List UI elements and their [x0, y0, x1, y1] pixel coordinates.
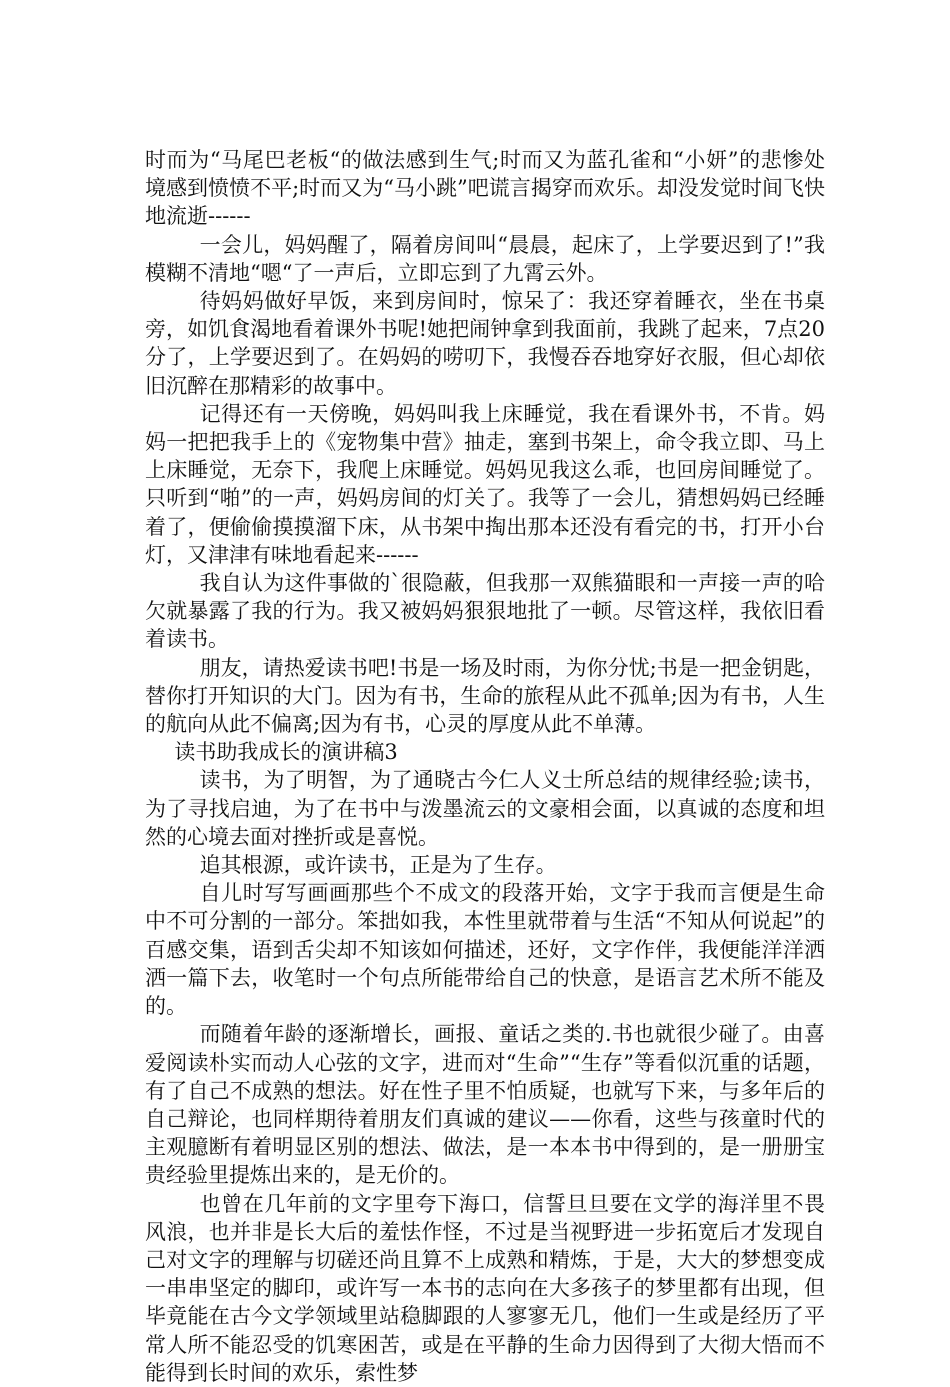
paragraph-1: 时而为“马尾巴老板“的做法感到生气;时而又为蓝孔雀和“小妍”的悲惨处境感到愤愤不平;时而又为“马小跳”吧谎言揭穿而欢乐。却没发觉时间飞快地流逝------: [145, 148, 825, 229]
paragraph-6: 朋友，请热爱读书吧!书是一场及时雨，为你分忧;书是一把金钥匙，替你打开知识的大门。因为有书，生命的旅程从此不孤单;因为有书，人生的航向从此不偏离;因为有书，心灵的厚度从此不单薄。: [145, 655, 825, 737]
paragraph-2: 一会儿，妈妈醒了，隔着房间叫“晨晨，起床了，上学要迟到了!”我模糊不清地“嗯“了一声后，立即忘到了九霄云外。: [145, 232, 825, 285]
section-heading: 读书助我成长的演讲稿3: [174, 740, 398, 765]
document-page: [145, 146, 825, 1387]
paragraph-8: 追其根源，或许读书，正是为了生存。: [199, 853, 557, 878]
paragraph-10: 而随着年龄的逐渐增长，画报、童话之类的.书也就很少碰了。由喜爱阅读朴实而动人心弦的文字，进而对“生命”“生存”等看似沉重的话题，有了自己不成熟的想法。好在性子里不怕质疑，也就写下来，与多年后的自己辩论，也同样期待着朋友们真诚的建议——你看，这些与孩童时代的主观臆断有着明显区别的想法、做法，是一本本书中得到的，是一册册宝贵经验里提炼出来的，是无价的。: [145, 1022, 825, 1188]
paragraph-4: 记得还有一天傍晚，妈妈叫我上床睡觉，我在看课外书，不肯。妈妈一把把我手上的《宠物集中营》抽走，塞到书架上，命令我立即、马上上床睡觉，无奈下，我爬上床睡觉。妈妈见我这么乖，也回房间睡觉了。只听到“啪”的一声，妈妈房间的灯关了。我等了一会儿，猜想妈妈已经睡着了，便偷偷摸摸溜下床，从书架中掏出那本还没有看完的书，打开小台灯，又津津有味地看起来------: [145, 401, 825, 567]
paragraph-5: 我自认为这件事做的`很隐蔽，但我那一双熊猫眼和一声接一声的哈欠就暴露了我的行为。我又被妈妈狠狠地批了一顿。尽管这样，我依旧看着读书。: [145, 571, 825, 652]
paragraph-3: 待妈妈做好早饭，来到房间时，惊呆了：我还穿着睡衣，坐在书桌旁，如饥食渴地看着课外书呢!她把闹钟拿到我面前，我跳了起来，7点20分了，上学要迟到了。在妈妈的唠叨下，我慢吞吞地穿好衣服，但心却依旧沉醉在那精彩的故事中。: [145, 289, 825, 398]
paragraph-11: 也曾在几年前的文字里夸下海口，信誓旦旦要在文学的海洋里不畏风浪，也并非是长大后的羞怯作怪，不过是当视野进一步拓宽后才发现自己对文字的理解与切磋还尚且算不上成熟和精炼，于是，大大的梦想变成一串串坚定的脚印，或许写一本书的志向在大多孩子的梦里都有出现，但毕竟能在古今文学领域里站稳脚跟的人寥寥无几，他们一生或是经历了平常人所不能忍受的饥寒困苦，或是在平静的生命力因得到了大彻大悟而不能得到长时间的欢乐，索性梦: [145, 1191, 825, 1385]
paragraph-7: 读书，为了明智，为了通晓古今仁人义士所总结的规律经验;读书，为了寻找启迪，为了在书中与泼墨流云的文豪相会面，以真诚的态度和坦然的心境去面对挫折或是喜悦。: [145, 768, 825, 849]
paragraph-9: 自儿时写写画画那些个不成文的段落开始，文字于我而言便是生命中不可分割的一部分。笨拙如我，本性里就带着与生活“不知从何说起”的百感交集，语到舌尖却不知该如何描述，还好，文字作伴，我便能洋洋洒洒一篇下去，收笔时一个句点所能带给自己的快意，是语言艺术所不能及的。: [145, 881, 825, 1019]
